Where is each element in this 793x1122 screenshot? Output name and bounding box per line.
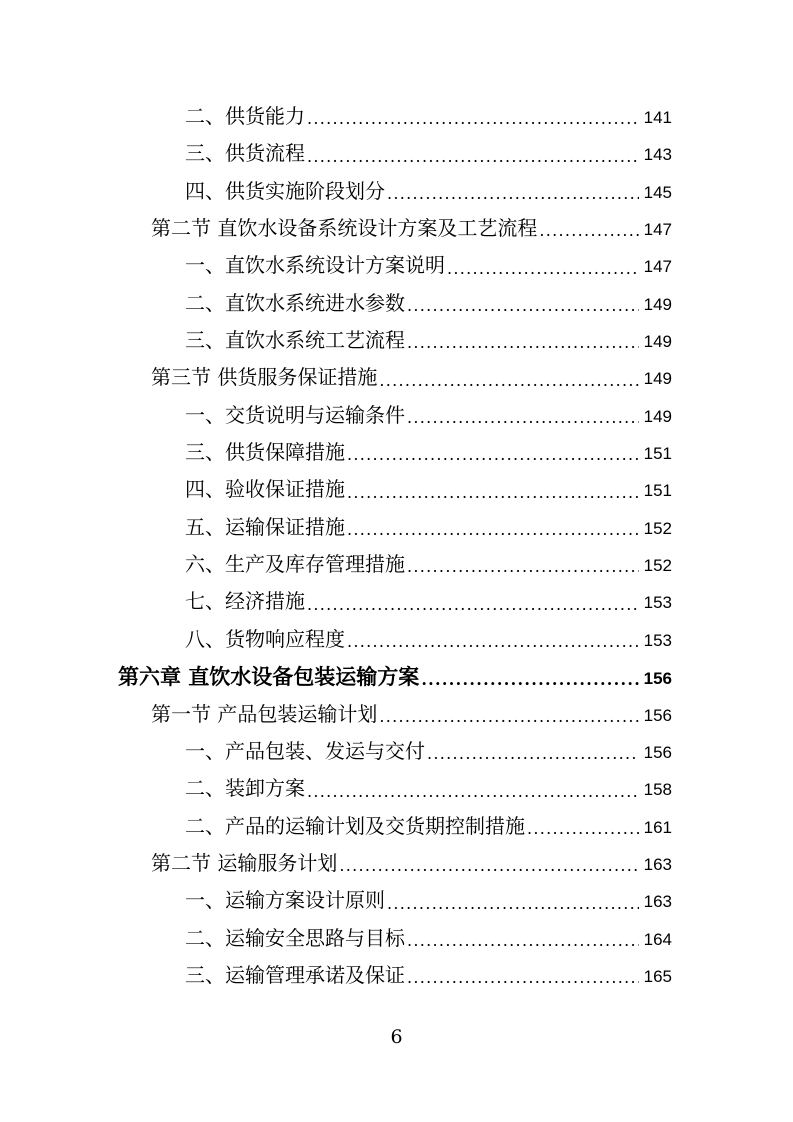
dot-leader (387, 173, 639, 210)
toc-entry-page: 147 (643, 220, 672, 240)
dot-leader (407, 397, 639, 434)
toc-entry-label: 三、供货保障措施 (185, 440, 345, 465)
toc-entry (0, 808, 793, 845)
dot-leader (447, 247, 639, 284)
toc-entry-label: 第一节 产品包装运输计划 (151, 701, 378, 726)
toc-entry-page: 149 (643, 294, 672, 314)
dot-leader (347, 509, 639, 546)
dot-leader (539, 210, 638, 247)
toc-entry-page: 165 (643, 966, 672, 986)
toc-entry-label: 第三节 供货服务保证措施 (151, 365, 378, 390)
toc-entry-page: 156 (643, 742, 672, 762)
toc-entry-page: 164 (643, 929, 672, 949)
toc-entry-label: 七、经济措施 (185, 589, 305, 614)
toc-entry-page: 145 (643, 182, 672, 202)
toc-entry-label: 二、装卸方案 (185, 776, 305, 801)
dot-leader (407, 920, 639, 957)
toc-entry-page: 163 (643, 854, 672, 874)
dot-leader (421, 658, 638, 695)
toc-list (0, 98, 793, 994)
toc-entry (0, 434, 793, 471)
toc-entry (0, 920, 793, 957)
dot-leader (307, 98, 639, 135)
toc-entry-label: 八、货物响应程度 (185, 626, 345, 651)
toc-entry-page: 151 (643, 444, 672, 464)
dot-leader (347, 471, 639, 508)
dot-leader (379, 696, 638, 733)
toc-entry (0, 359, 793, 396)
toc-entry (0, 882, 793, 919)
toc-entry-label: 第二节 运输服务计划 (151, 850, 338, 875)
dot-leader (339, 845, 638, 882)
toc-entry-page: 149 (643, 369, 672, 389)
toc-entry (0, 397, 793, 434)
toc-entry-label: 二、运输安全思路与目标 (185, 925, 405, 950)
toc-entry (0, 471, 793, 508)
toc-entry-label: 五、运输保证措施 (185, 514, 345, 539)
dot-leader (427, 733, 639, 770)
dot-leader (307, 770, 639, 807)
toc-entry-label: 三、供货流程 (185, 141, 305, 166)
toc-entry (0, 658, 793, 695)
toc-entry-label: 第二节 直饮水设备系统设计方案及工艺流程 (151, 216, 538, 241)
dot-leader (407, 957, 639, 994)
toc-entry-label: 二、供货能力 (185, 104, 305, 128)
dot-leader (379, 359, 638, 396)
toc-entry (0, 621, 793, 658)
dot-leader (387, 882, 639, 919)
toc-entry-label: 六、生产及库存管理措施 (185, 552, 405, 577)
toc-entry-page: 149 (643, 406, 672, 426)
toc-entry-label: 一、直饮水系统设计方案说明 (185, 253, 445, 278)
toc-entry-page: 149 (643, 332, 672, 352)
dot-leader (407, 546, 639, 583)
toc-entry-page: 161 (643, 817, 672, 837)
dot-leader (347, 621, 639, 658)
toc-entry-label: 二、产品的运输计划及交货期控制措施 (185, 813, 525, 838)
toc-entry (0, 957, 793, 994)
toc-entry-label: 四、验收保证措施 (185, 477, 345, 502)
toc-entry (0, 247, 793, 284)
toc-entry-label: 一、产品包装、发运与交付 (185, 738, 425, 763)
toc-entry-label: 第六章 直饮水设备包装运输方案 (118, 664, 420, 690)
toc-entry-label: 三、直饮水系统工艺流程 (185, 328, 405, 353)
toc-entry (0, 135, 793, 172)
toc-entry-label: 二、直饮水系统进水参数 (185, 290, 405, 315)
toc-entry-page: 152 (643, 556, 672, 576)
toc-entry-label: 一、运输方案设计原则 (185, 888, 385, 913)
toc-entry (0, 845, 793, 882)
dot-leader (407, 322, 639, 359)
toc-entry (0, 285, 793, 322)
toc-entry-label: 一、交货说明与运输条件 (185, 402, 405, 427)
toc-entry-page: 151 (643, 481, 672, 501)
toc-entry-label: 四、供货实施阶段划分 (185, 178, 385, 203)
dot-leader (307, 583, 639, 620)
toc-entry (0, 509, 793, 546)
toc-entry-page: 143 (643, 145, 672, 165)
toc-entry (0, 733, 793, 770)
toc-entry-page: 158 (643, 780, 672, 800)
page-number-footer: 6 (390, 1026, 403, 1048)
toc-entry-page: 153 (643, 593, 672, 613)
dot-leader (307, 135, 639, 172)
toc-entry (0, 322, 793, 359)
toc-entry-page: 147 (643, 257, 672, 277)
toc-entry-page: 141 (643, 108, 672, 127)
toc-entry-page: 153 (643, 630, 672, 650)
toc-entry-page: 152 (643, 518, 672, 538)
toc-entry (0, 173, 793, 210)
toc-entry-label: 三、运输管理承诺及保证 (185, 962, 405, 987)
toc-entry (0, 770, 793, 807)
toc-entry (0, 210, 793, 247)
dot-leader (347, 434, 639, 471)
toc-entry-page: 156 (643, 705, 672, 725)
toc-entry-page: 156 (643, 669, 672, 689)
toc-entry-page: 163 (643, 892, 672, 912)
dot-leader (527, 808, 639, 845)
toc-entry (0, 98, 793, 135)
toc-entry (0, 696, 793, 733)
toc-entry (0, 546, 793, 583)
dot-leader (407, 285, 639, 322)
toc-entry (0, 583, 793, 620)
